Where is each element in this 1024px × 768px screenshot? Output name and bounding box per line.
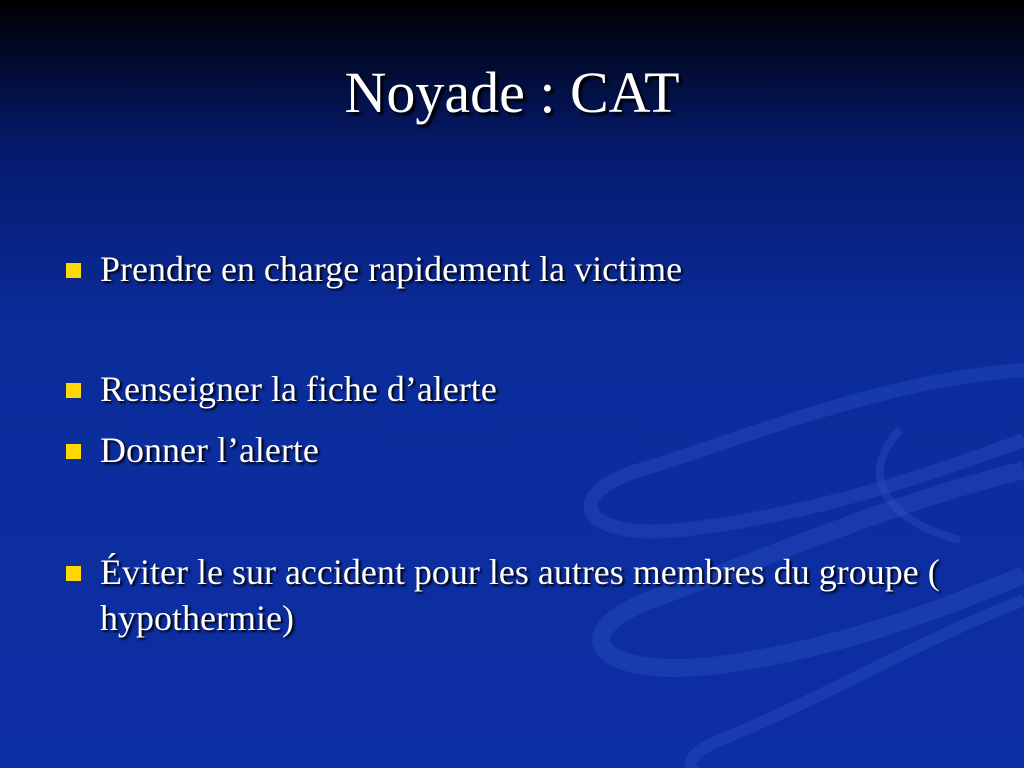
bullet-text: Éviter le sur accident pour les autres membres du groupe ( hypothermie) [100, 552, 940, 638]
bullet-list [60, 0, 960, 768]
square-bullet-icon [66, 383, 81, 398]
bullet-text: Renseigner la fiche d’alerte [100, 369, 497, 409]
square-bullet-icon [66, 566, 81, 581]
slide-title: Noyade : CAT [344, 60, 680, 125]
bullet-text: Prendre en charge rapidement la victime [100, 249, 683, 289]
square-bullet-icon [66, 444, 81, 459]
square-bullet-icon [66, 263, 81, 278]
bullet-text: Donner l’alerte [100, 430, 319, 470]
